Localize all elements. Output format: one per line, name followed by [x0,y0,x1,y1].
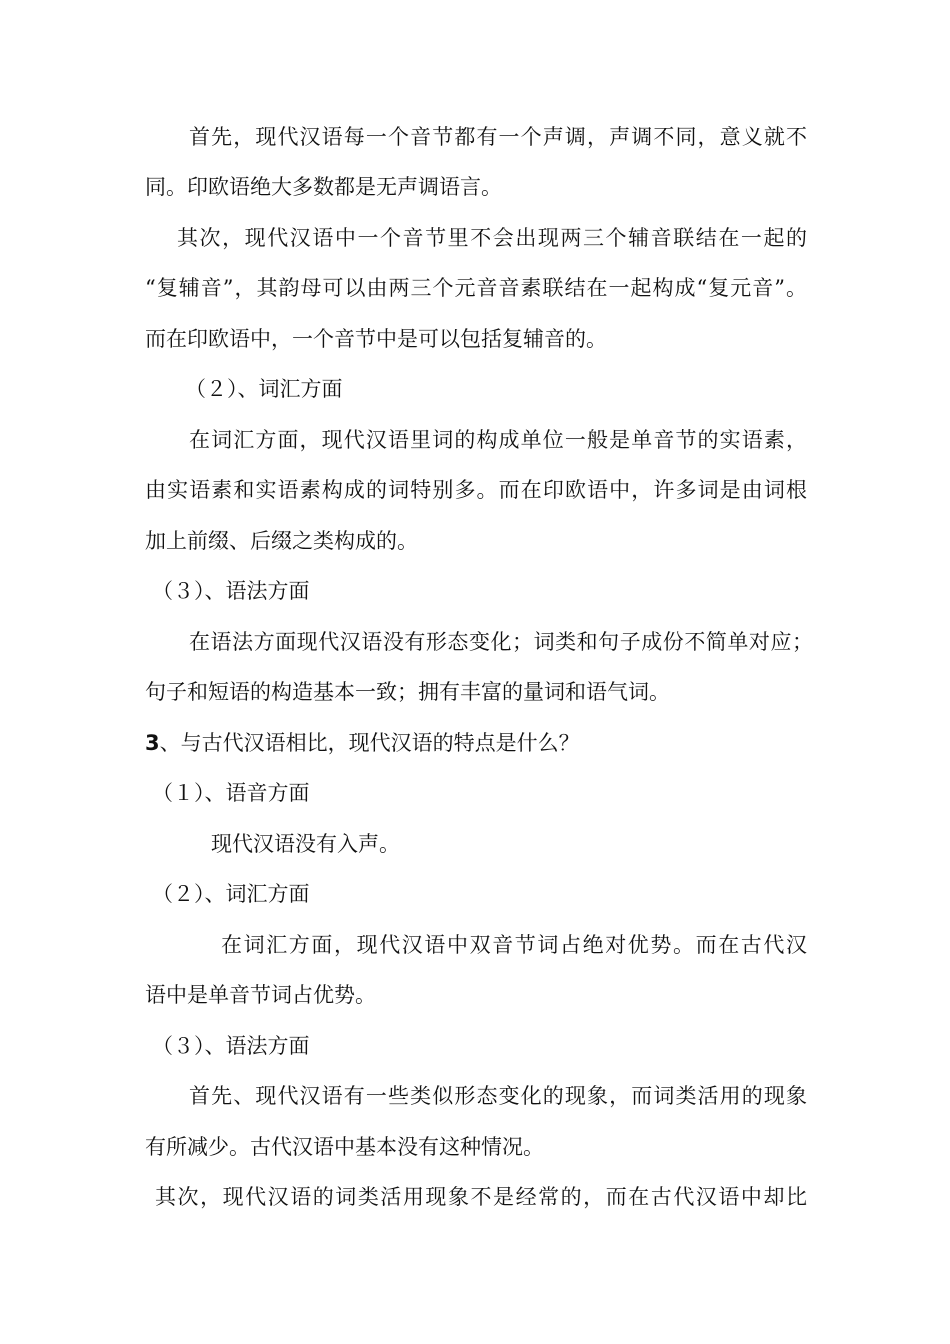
section-heading: （２）、词汇方面 [185,377,343,401]
paragraph-line: 在语法方面现代汉语没有形态变化；词类和句子成份不简单对应； [189,630,813,654]
section-heading: （１）、语音方面 [152,781,310,805]
question-heading [145,728,825,758]
question-number: 3 [145,731,160,755]
paragraph-line: 在词汇方面，现代汉语中双音节词占绝对优势。而在古代汉 [221,933,807,957]
paragraph-line: 同。印欧语绝大多数都是无声调语言。 [145,175,502,199]
paragraph-line: 而在印欧语中，一个音节中是可以包括复辅音的。 [145,327,607,351]
section-heading: （３）、语法方面 [152,1034,310,1058]
paragraph-line: 首先，现代汉语每一个音节都有一个声调，声调不同，意义就不 [189,125,807,149]
section-heading: （３）、语法方面 [152,579,310,603]
paragraph-line: 有所减少。古代汉语中基本没有这种情况。 [145,1135,544,1159]
paragraph-line: 加上前缀、后缀之类构成的。 [145,529,418,553]
paragraph-line: 首先、现代汉语有一些类似形态变化的现象，而词类活用的现象 [189,1084,807,1108]
paragraph-line: 在词汇方面，现代汉语里词的构成单位一般是单音节的实语素， [189,428,807,452]
paragraph-line: 语中是单音节词占优势。 [145,983,376,1007]
paragraph-line: 其次，现代汉语的词类活用现象不是经常的，而在古代汉语中却比 [155,1185,807,1209]
question-text: 、与古代汉语相比，现代汉语的特点是什么？ [159,731,580,755]
section-heading: （２）、词汇方面 [152,882,310,906]
paragraph-line: 现代汉语没有入声。 [211,832,400,856]
paragraph-line: 由实语素和实语素构成的词特别多。而在印欧语中，许多词是由词根 [145,478,807,502]
paragraph-line: “复辅音”，其韵母可以由两三个元音音素联结在一起构成“复元音”。 [145,276,807,300]
paragraph-line: 其次，现代汉语中一个音节里不会出现两三个辅音联结在一起的 [177,226,807,250]
paragraph-line: 句子和短语的构造基本一致；拥有丰富的量词和语气词。 [145,680,670,704]
